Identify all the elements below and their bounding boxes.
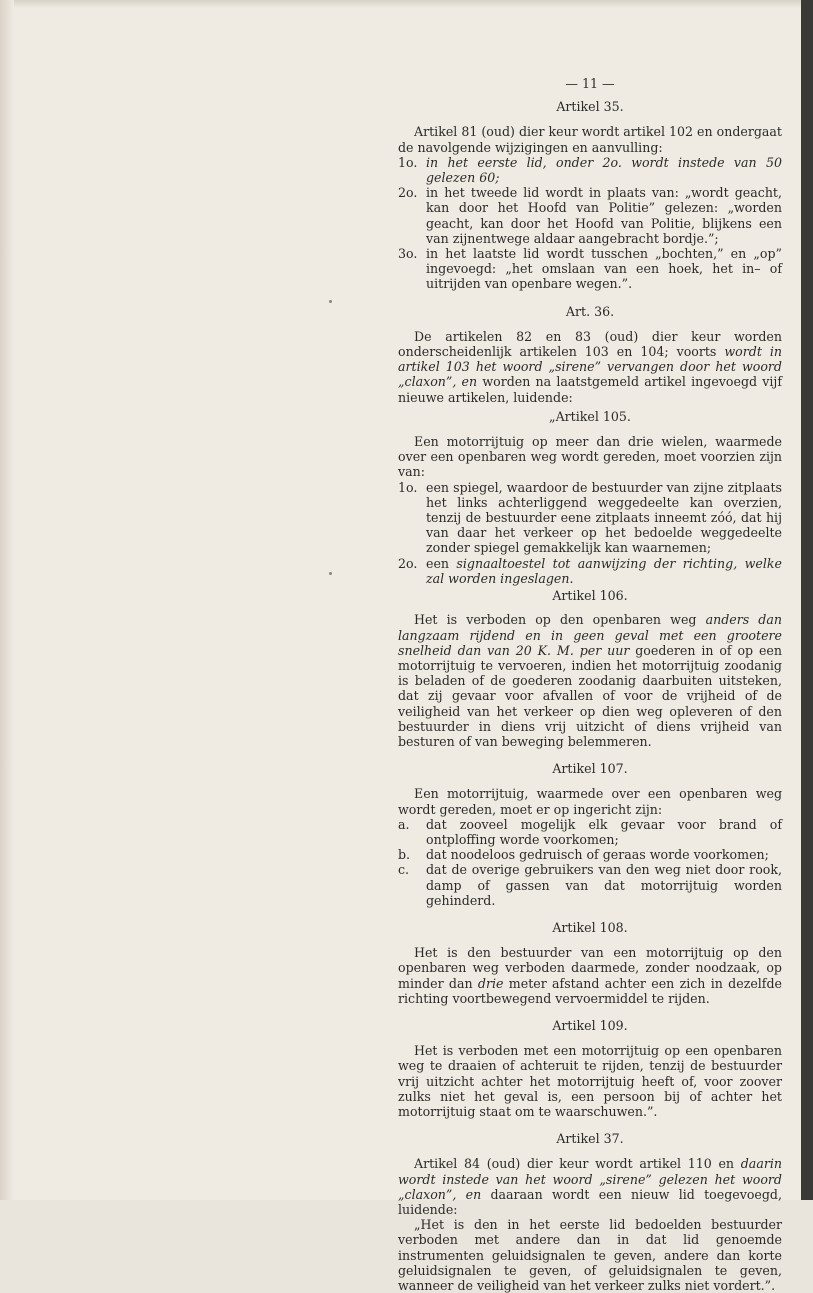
article-105-heading: „Artikel 105.	[549, 408, 631, 424]
list-item-label: a.	[398, 816, 410, 832]
list-item-text: dat de overige gebruikers van den weg niet door rook, damp of gassen van dat motorrijtuig worden gehinderd.	[426, 862, 782, 908]
page-edge-band	[801, 0, 813, 1200]
article-106-heading: Artikel 106.	[552, 588, 628, 604]
list-item-text: dat noodeloos gedruisch of geraas worde voorkomen;	[426, 847, 769, 863]
list-item-text-start: een	[426, 555, 457, 571]
article-106-text: Het is verboden op den openbaren weg	[414, 612, 706, 628]
list-item-label: 2o.	[398, 555, 418, 571]
article-109-heading: Artikel 109.	[552, 1017, 628, 1033]
list-item-text: in het tweede lid wordt in plaats van: „wordt geacht, kan door het Hoofd van Politie” gelezen: „worden geacht, kan door het Hoofd van Politie, blijkens een van zijnentwege aldaar aangebracht bordje.”;	[426, 185, 782, 246]
left-edge-shadow	[0, 0, 14, 1200]
list-item	[398, 817, 782, 847]
article-108-heading: Artikel 108.	[552, 919, 628, 935]
article-106-body	[398, 612, 782, 749]
article-37-heading: Artikel 37.	[556, 1131, 624, 1147]
list-item-emphasis: signaaltoestel tot aanwijzing der richting, welke zal worden ingeslagen.	[426, 555, 782, 586]
article-36-heading: Art. 36.	[565, 303, 615, 319]
article-108-emphasis: drie	[477, 975, 504, 991]
top-edge-shadow	[0, 0, 813, 8]
list-item-text: in het laatste lid wordt tusschen „bochten,” en „op” ingevoegd: „het omslaan van een hoek, het in– of uitrijden van openbare wegen.”.	[426, 246, 782, 292]
article-108-body	[398, 945, 782, 1006]
article-37-text-end: daaraan wordt een nieuw lid toegevoegd, luidende:	[398, 1186, 782, 1217]
article-37-text: Artikel 84 (oud) dier keur wordt artikel 110 en	[414, 1156, 741, 1172]
article-106-text-end: goederen in of op een motorrijtuig te vervoeren, indien het motorrijtuig zoodanig is beladen of de goederen zoodanig daarbuiten uitsteken, dat zij gevaar voor afvallen of voor de vrijheid of de veiligheid van het verkeer op dien weg opleveren of den bestuurder in diens vrij uitzicht of diens vrijheid van besturen of van beweging belemmeren.	[398, 642, 782, 749]
document-body	[398, 76, 782, 1293]
article-107-intro: Een motorrijtuig, waarmede over een openbaren weg wordt gereden, moet er op ingericht zijn:	[398, 786, 782, 817]
article-105-intro: Een motorrijtuig op meer dan drie wielen, waarmede over een openbaren weg wordt gereden, moet voorzien zijn van:	[398, 434, 782, 480]
article-107-heading: Artikel 107.	[552, 761, 628, 777]
list-item-label: 1o.	[398, 154, 418, 170]
page-number: — 11 —	[565, 76, 615, 91]
list-item-label: 2o.	[398, 185, 418, 201]
list-item-label: 1o.	[398, 479, 418, 495]
article-36-emphasis: wordt in artikel 103 het woord „sirene” vervangen door het woord „claxon”, en	[398, 344, 782, 390]
article-108-text: Het is den bestuurder van een motorrijtuig op den openbaren weg verboden daarmede, zonder noodzaak, op minder dan	[398, 945, 782, 991]
list-item	[398, 556, 782, 586]
article-36-text: De artikelen 82 en 83 (oud) dier keur worden onderscheidenlijk artikelen 103 en 104; voorts	[398, 328, 782, 360]
list-item-text: dat zooveel mogelijk elk gevaar voor brand of ontploffing worde voorkomen;	[426, 816, 782, 847]
list-item	[398, 862, 782, 908]
article-108-text-end: meter afstand achter een zich in dezelfde richting voortbewegend vervoermiddel te rijden.	[398, 975, 782, 1006]
margin-speck	[329, 300, 332, 303]
article-106-emphasis: anders dan langzaam rijdend en in geen geval met een grootere snelheid dan van 20 K. M. per uur	[398, 612, 782, 658]
list-item-label: c.	[398, 862, 410, 878]
list-item-text: een spiegel, waardoor de bestuurder van zijne zitplaats het links achterliggend weggedeelte kan overzien, tenzij de bestuurder eene zitplaats inneemt zóó, dat hij van daar het verkeer op het bedoelde weggedeelte zonder spiegel gemakkelijk kan waarnemen;	[426, 479, 782, 556]
article-36-text-end: worden na laatstgemeld artikel ingevoegd vijf nieuwe artikelen, luidende:	[398, 374, 782, 405]
list-item	[398, 480, 782, 556]
list-item-text	[426, 556, 782, 586]
list-item-label: b.	[398, 847, 411, 863]
list-item	[398, 847, 782, 862]
list-item	[398, 246, 782, 292]
article-36-intro	[398, 329, 782, 405]
article-37-intro	[398, 1156, 782, 1217]
article-109-body: Het is verboden met een motorrijtuig op een openbaren weg te draaien of achteruit te rijden, tenzij de bestuurder vrij uitzicht achter het motorrijtuig heeft of, voor zoover zulks niet het geval is, een persoon bij of achter het motorrijtuig staat om te waarschuwen.”.	[398, 1043, 782, 1119]
list-item-text: in het eerste lid, onder 2o. wordt instede van 50 gelezen 60;	[426, 154, 782, 186]
article-37-emphasis: daarin wordt instede van het woord „sirene” gelezen het woord „claxon”, en	[398, 1156, 782, 1202]
list-item	[398, 155, 782, 185]
article-35-heading: Artikel 35.	[556, 99, 624, 115]
margin-speck	[329, 572, 332, 575]
list-item	[398, 185, 782, 246]
list-item-label: 3o.	[398, 246, 418, 262]
article-35-intro: Artikel 81 (oud) dier keur wordt artikel 102 en ondergaat de navolgende wijzigingen en aanvulling:	[398, 124, 782, 155]
article-37-quote: „Het is den in het eerste lid bedoelden bestuurder verboden met andere dan in dat lid genoemde instrumenten geluidsignalen te geven, andere dan korte geluidsignalen te geven, of geluidsignalen te geven, wanneer de veiligheid van het verkeer zulks niet vordert.”.	[398, 1217, 782, 1293]
